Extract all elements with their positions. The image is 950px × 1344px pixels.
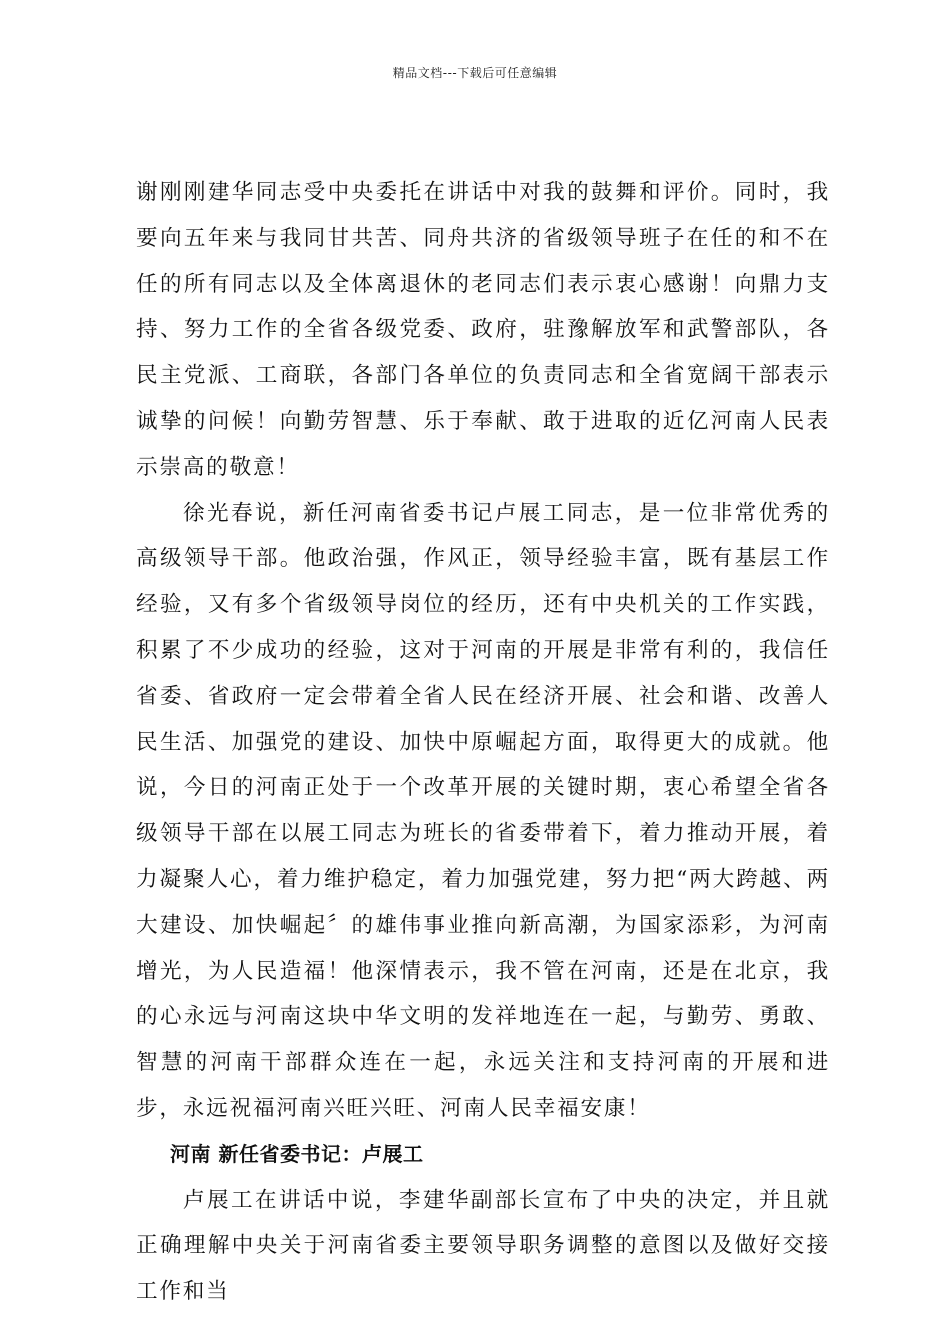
section-heading: 河南 新任省委书记：卢展工 xyxy=(170,1141,424,1166)
paragraph-3: 卢展工在讲话中说，李建华副部长宣布了中央的决定，并且就正确理解中央关于河南省委主要领导职务调整的意图以及做好交接工作和当 xyxy=(136,1187,830,1305)
paragraph-2: 徐光春说，新任河南省委书记卢展工同志，是一位非常优秀的高级领导干部。他政治强，作风正，领导经验丰富，既有基层工作经验，又有多个省级领导岗位的经历，还有中央机关的工作实践，积累了不少成功的经验，这对于河南的开展是非常有利的，我信任省委、省政府一定会带着全省人民在经济开展、社会和谐、改善人民生活、加强党的建设、加快中原崛起方面，取得更大的成就。他说，今日的河南正处于一个改革开展的关键时期，衷心希望全省各级领导干部在以展工同志为班长的省委带着下，着力推动开展，着力凝聚人心，着力维护稳定，着力加强党建，努力把“两大跨越、两大建设、加快崛起〞的雄伟事业推向新高潮，为国家添彩，为河南增光，为人民造福！他深情表示，我不管在河南，还是在北京，我的心永远与河南这块中华文明的发祥地连在一起，与勤劳、勇敢、智慧的河南干部群众连在一起，永远关注和支持河南的开展和进步，永远祝福河南兴旺兴旺、河南人民幸福安康！ xyxy=(136,500,830,1121)
document-body xyxy=(136,170,830,1315)
page-header: 精品文档---下载后可任意编辑 xyxy=(392,66,558,80)
paragraph-1: 谢刚刚建华同志受中央委托在讲话中对我的鼓舞和评价。同时，我要向五年来与我同甘共苦、同舟共济的省级领导班子在任的和不在任的所有同志以及全体离退休的老同志们表示衷心感谢！向鼎力支持、努力工作的全省各级党委、政府，驻豫解放军和武警部队，各民主党派、工商联，各部门各单位的负责同志和全省宽阔干部表示诚挚的问候！向勤劳智慧、乐于奉献、敢于进取的近亿河南人民表示崇高的敬意！ xyxy=(136,180,830,480)
